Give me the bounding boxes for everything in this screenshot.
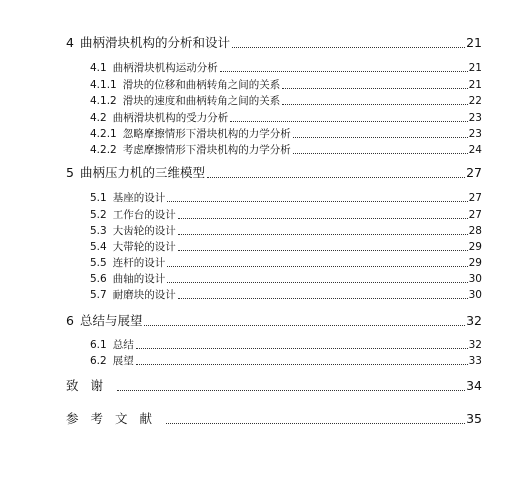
toc-section-6-2[interactable] xyxy=(90,356,482,367)
toc-number: 5.1 xyxy=(90,192,107,204)
toc-page-number: 30 xyxy=(468,289,482,301)
toc-acknowledgements[interactable] xyxy=(66,380,482,393)
dot-leader xyxy=(220,71,468,72)
toc-number: 5.7 xyxy=(90,289,107,301)
toc-title: 曲柄滑块机构运动分析 xyxy=(112,62,218,74)
dot-leader xyxy=(282,104,467,105)
toc-section-4-2[interactable] xyxy=(90,113,482,124)
toc-number: 4.1 xyxy=(90,62,107,74)
toc-title: 基座的设计 xyxy=(112,192,166,204)
toc-title: 滑块的速度和曲柄转角之间的关系 xyxy=(122,95,281,107)
toc-page-number: 23 xyxy=(468,128,482,140)
toc-page-number: 33 xyxy=(468,355,482,367)
toc-section-5-6[interactable] xyxy=(90,274,482,285)
toc-title: 大齿轮的设计 xyxy=(112,225,176,237)
toc-title: 曲柄滑块机构的分析和设计 xyxy=(79,35,230,50)
toc-section-4-2-2[interactable] xyxy=(90,145,482,156)
toc-number: 6.2 xyxy=(90,355,107,367)
toc-chapter-5[interactable] xyxy=(66,167,482,180)
dot-leader xyxy=(282,88,467,89)
toc-title: 曲柄压力机的三维模型 xyxy=(79,165,205,180)
toc-number: 5.3 xyxy=(90,225,107,237)
dot-leader xyxy=(178,298,468,299)
toc-chapter-6[interactable] xyxy=(66,315,482,328)
toc-title: 参考文献 xyxy=(66,411,165,426)
toc-number: 5.5 xyxy=(90,257,107,269)
toc-section-6-1[interactable] xyxy=(90,340,482,351)
toc-number: 4.2 xyxy=(90,112,107,124)
toc-page-number: 32 xyxy=(466,313,482,328)
toc-page-number: 32 xyxy=(468,339,482,351)
dot-leader xyxy=(136,364,468,365)
toc-section-5-7[interactable] xyxy=(90,290,482,301)
toc-title: 总结与展望 xyxy=(79,313,143,328)
toc-page-number: 29 xyxy=(468,257,482,269)
toc-number: 4.1.2 xyxy=(90,95,117,107)
dot-leader xyxy=(178,218,468,219)
toc-title: 总结 xyxy=(112,339,134,351)
toc-title: 曲轴的设计 xyxy=(112,273,166,285)
toc-page-number: 27 xyxy=(468,209,482,221)
toc-chapter-4[interactable] xyxy=(66,37,482,50)
toc-number: 4.2.1 xyxy=(90,128,117,140)
toc-number: 4.1.1 xyxy=(90,79,117,91)
toc-page-number: 23 xyxy=(468,112,482,124)
dot-leader xyxy=(178,250,468,251)
toc-number: 6.1 xyxy=(90,339,107,351)
dot-leader xyxy=(230,121,467,122)
toc-section-4-1[interactable] xyxy=(90,63,482,74)
toc-number: 5 xyxy=(66,165,74,180)
toc-page-number: 21 xyxy=(468,62,482,74)
toc-section-5-5[interactable] xyxy=(90,258,482,269)
toc-page-number: 35 xyxy=(466,411,482,426)
toc-section-5-4[interactable] xyxy=(90,242,482,253)
toc-number: 5.4 xyxy=(90,241,107,253)
toc-page-number: 29 xyxy=(468,241,482,253)
toc-page-number: 34 xyxy=(466,378,482,393)
toc-title: 连杆的设计 xyxy=(112,257,166,269)
toc-section-5-2[interactable] xyxy=(90,210,482,221)
toc-number: 4.2.2 xyxy=(90,144,117,156)
toc-section-5-1[interactable] xyxy=(90,193,482,204)
dot-leader xyxy=(166,423,465,424)
toc-page-number: 27 xyxy=(468,192,482,204)
toc-title: 考虑摩擦情形下滑块机构的力学分析 xyxy=(122,144,291,156)
toc-references[interactable] xyxy=(66,413,482,426)
dot-leader xyxy=(207,177,465,178)
toc-section-4-1-1[interactable] xyxy=(90,80,482,91)
dot-leader xyxy=(117,390,465,391)
toc-page-number: 22 xyxy=(468,95,482,107)
toc-title: 耐磨块的设计 xyxy=(112,289,176,301)
toc-page-number: 27 xyxy=(466,165,482,180)
dot-leader xyxy=(167,266,467,267)
toc-page-number: 21 xyxy=(468,79,482,91)
toc-title: 致谢 xyxy=(66,378,116,393)
dot-leader xyxy=(232,47,465,48)
toc-section-5-3[interactable] xyxy=(90,226,482,237)
toc-page-number: 21 xyxy=(466,35,482,50)
dot-leader xyxy=(136,348,468,349)
toc-page-number: 30 xyxy=(468,273,482,285)
toc-title: 曲柄滑块机构的受力分析 xyxy=(112,112,229,124)
toc-section-4-2-1[interactable] xyxy=(90,129,482,140)
toc-title: 工作台的设计 xyxy=(112,209,176,221)
dot-leader xyxy=(167,201,467,202)
toc-number: 5.2 xyxy=(90,209,107,221)
toc-number: 4 xyxy=(66,35,74,50)
toc-section-4-1-2[interactable] xyxy=(90,96,482,107)
toc-page-number: 28 xyxy=(468,225,482,237)
dot-leader xyxy=(293,153,468,154)
toc-number: 5.6 xyxy=(90,273,107,285)
toc-title: 展望 xyxy=(112,355,134,367)
toc-title: 滑块的位移和曲柄转角之间的关系 xyxy=(122,79,281,91)
dot-leader xyxy=(167,282,467,283)
toc-page-number: 24 xyxy=(468,144,482,156)
toc-number: 6 xyxy=(66,313,74,328)
dot-leader xyxy=(178,234,468,235)
toc-title: 忽略摩擦情形下滑块机构的力学分析 xyxy=(122,128,291,140)
toc-title: 大带轮的设计 xyxy=(112,241,176,253)
dot-leader xyxy=(144,325,465,326)
dot-leader xyxy=(293,137,468,138)
